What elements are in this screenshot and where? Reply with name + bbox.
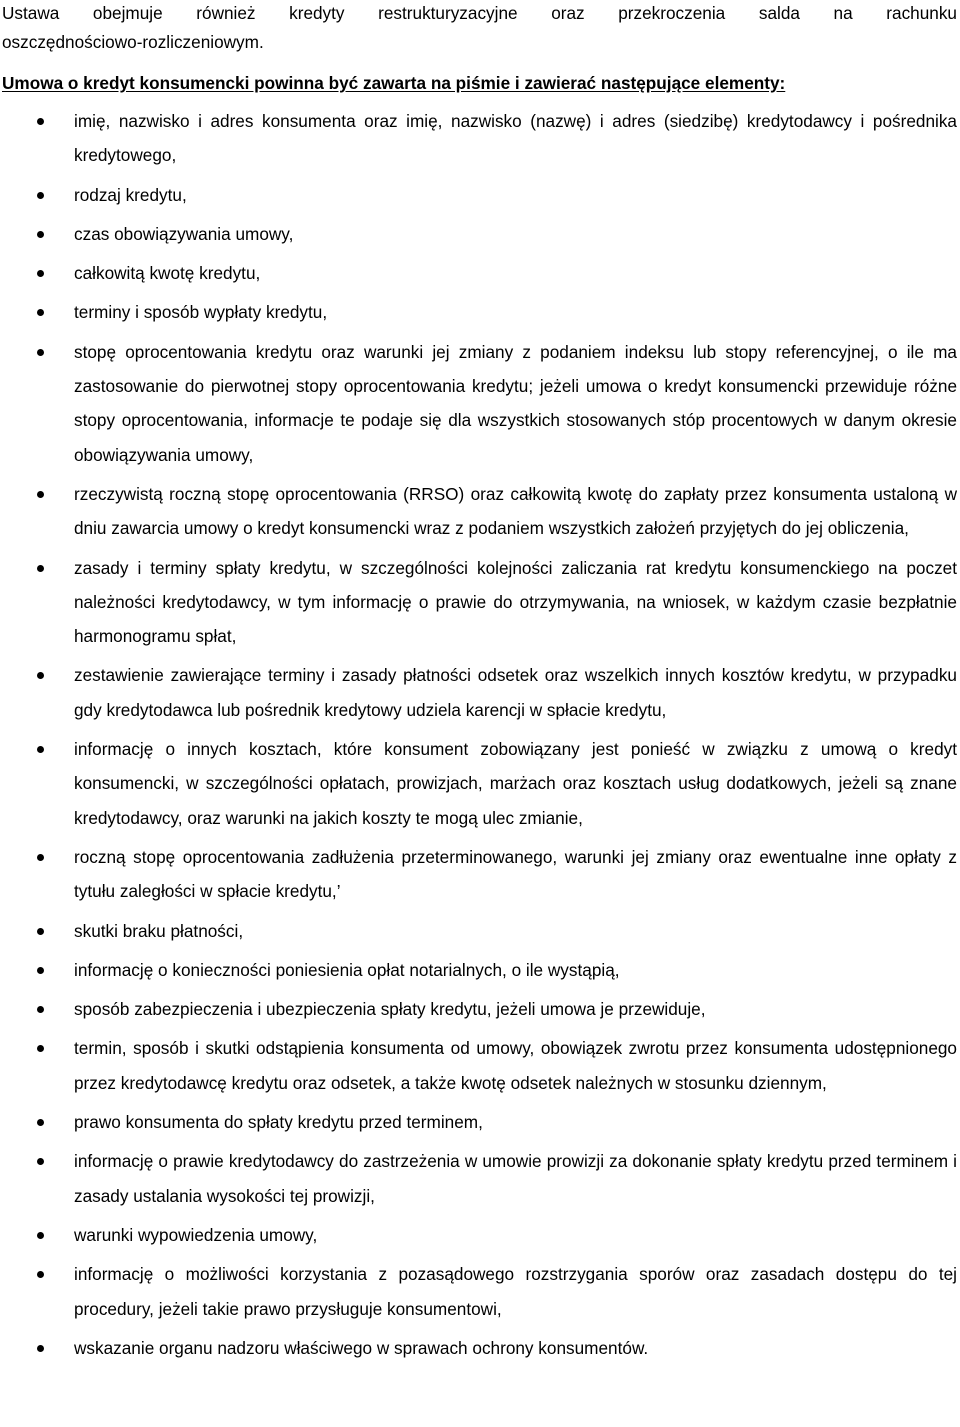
list-item-text: czas obowiązywania umowy, bbox=[74, 223, 294, 244]
list-item-text: całkowitą kwotę kredytu, bbox=[74, 263, 261, 284]
intro-line-2: oszczędnościowo-rozliczeniowym. bbox=[2, 32, 264, 52]
bullet-icon bbox=[37, 118, 44, 125]
list-item bbox=[0, 658, 960, 727]
list-item-text: stopę oprocentowania kredytu oraz warunki jej zmiany z podaniem indeksu lub stopy referencyjnej, o ile ma zastosowanie do pierwotnej stopy oprocentowania kredytu; jeżeli umowa o kredyt konsumencki przewiduje różne stopy oprocentowania, informacje te podaje się dla wszystkich stosowanych stóp procentowych w danym okresie obowiązywania umowy, bbox=[74, 341, 957, 465]
bullet-icon bbox=[37, 309, 44, 316]
list-item bbox=[0, 295, 960, 329]
list-item bbox=[0, 104, 960, 173]
list-item bbox=[0, 217, 960, 251]
list-item-text: rzeczywistą roczną stopę oprocentowania (RRSO) oraz całkowitą kwotę do zapłaty przez konsumenta ustaloną w dniu zawarcia umowy o kredyt konsumencki wraz z podaniem wszystkich założeń przyjętych do jej obliczenia, bbox=[74, 483, 957, 539]
list-item-text: termin, sposób i skutki odstąpienia konsumenta od umowy, obowiązek zwrotu przez konsumenta udostępnionego przez kredytodawcę kredytu oraz odsetek, a także kwotę odsetek należnych w stosunku dziennym, bbox=[74, 1038, 957, 1093]
bullet-icon bbox=[37, 1345, 44, 1352]
bullet-icon bbox=[37, 1271, 44, 1278]
list-item bbox=[0, 1105, 960, 1139]
list-item bbox=[0, 335, 960, 472]
intro-paragraph bbox=[0, 0, 960, 68]
bullet-icon bbox=[37, 1119, 44, 1126]
bullet-icon bbox=[37, 854, 44, 861]
bullet-icon bbox=[37, 192, 44, 199]
list-item-text: zestawienie zawierające terminy i zasady płatności odsetek oraz wszelkich innych kosztów kredytu, w przypadku gdy kredytodawca lub pośrednik kredytowy udziela karencji w spłacie kredytu, bbox=[74, 665, 957, 720]
list-item-text: rodzaj kredytu, bbox=[74, 184, 187, 205]
list-item-text: roczną stopę oprocentowania zadłużenia przeterminowanego, warunki jej zmiany oraz ewentualne inne opłaty z tytułu zaległości w spłacie kredytu,’ bbox=[74, 846, 957, 902]
intro-line-1: Ustawa obejmuje również kredyty restrukturyzacyjne oraz przekroczenia salda na rachunku bbox=[2, 3, 957, 23]
bullet-icon bbox=[37, 967, 44, 974]
list-item-text: warunki wypowiedzenia umowy, bbox=[74, 1224, 318, 1245]
bullet-icon bbox=[37, 672, 44, 679]
list-item bbox=[0, 1144, 960, 1213]
list-item-text: sposób zabezpieczenia i ubezpieczenia spłaty kredytu, jeżeli umowa je przewiduje, bbox=[74, 999, 706, 1020]
list-item bbox=[0, 178, 960, 212]
list-item bbox=[0, 914, 960, 948]
list-item-text: wskazanie organu nadzoru właściwego w sprawach ochrony konsumentów. bbox=[74, 1337, 649, 1358]
section-heading: Umowa o kredyt konsumencki powinna być zawarta na piśmie i zawierać następujące elementy: bbox=[2, 73, 786, 93]
bullet-icon bbox=[37, 1045, 44, 1052]
list-item bbox=[0, 1218, 960, 1252]
bullet-icon bbox=[37, 1232, 44, 1239]
list-item bbox=[0, 953, 960, 987]
list-item-text: informację o konieczności poniesienia opłat notarialnych, o ile wystąpią, bbox=[74, 959, 620, 980]
bullet-icon bbox=[37, 1158, 44, 1165]
elements-list bbox=[0, 104, 960, 1365]
list-item-text: prawo konsumenta do spłaty kredytu przed terminem, bbox=[74, 1112, 483, 1133]
bullet-icon bbox=[37, 746, 44, 753]
list-item bbox=[0, 732, 960, 835]
list-item bbox=[0, 1257, 960, 1326]
bullet-icon bbox=[37, 270, 44, 277]
bullet-icon bbox=[37, 349, 44, 356]
bullet-icon bbox=[37, 231, 44, 238]
list-item-text: informację o innych kosztach, które konsument zobowiązany jest ponieść w związku z umową o kredyt konsumencki, w szczególności opłatach, prowizjach, marżach oraz kosztach usług dodatkowych, jeżeli są znane kredytodawcy, oraz warunki na jakich koszty te mogą ulec zmianie, bbox=[74, 739, 957, 828]
bullet-icon bbox=[37, 565, 44, 572]
list-item-text: zasady i terminy spłaty kredytu, w szczególności kolejności zaliczania rat kredytu konsumenckiego na poczet należności kredytodawcy, w tym informację o prawie do otrzymywania, na wniosek, w każdym czasie bezpłatnie harmonogramu spłat, bbox=[74, 557, 957, 647]
list-item bbox=[0, 256, 960, 290]
bullet-icon bbox=[37, 491, 44, 498]
list-item-text: imię, nazwisko i adres konsumenta oraz imię, nazwisko (nazwę) i adres (siedzibę) kredytodawcy i pośrednika kredytowego, bbox=[74, 111, 957, 166]
list-item-text: informację o możliwości korzystania z pozasądowego rozstrzygania sporów oraz zasadach dostępu do tej procedury, jeżeli takie prawo przysługuje konsumentowi, bbox=[74, 1264, 957, 1319]
list-item bbox=[0, 840, 960, 909]
bullet-icon bbox=[37, 1006, 44, 1013]
list-item-text: terminy i sposób wypłaty kredytu, bbox=[74, 302, 328, 323]
list-item bbox=[0, 551, 960, 654]
bullet-icon bbox=[37, 928, 44, 935]
list-item bbox=[0, 992, 960, 1026]
list-item-text: skutki braku płatności, bbox=[74, 920, 244, 941]
list-item bbox=[0, 477, 960, 546]
list-item bbox=[0, 1031, 960, 1100]
list-item-text: informację o prawie kredytodawcy do zastrzeżenia w umowie prowizji za dokonanie spłaty kredytu przed terminem i zasady ustalania wysokości tej prowizji, bbox=[74, 1151, 957, 1206]
list-item bbox=[0, 1331, 960, 1365]
